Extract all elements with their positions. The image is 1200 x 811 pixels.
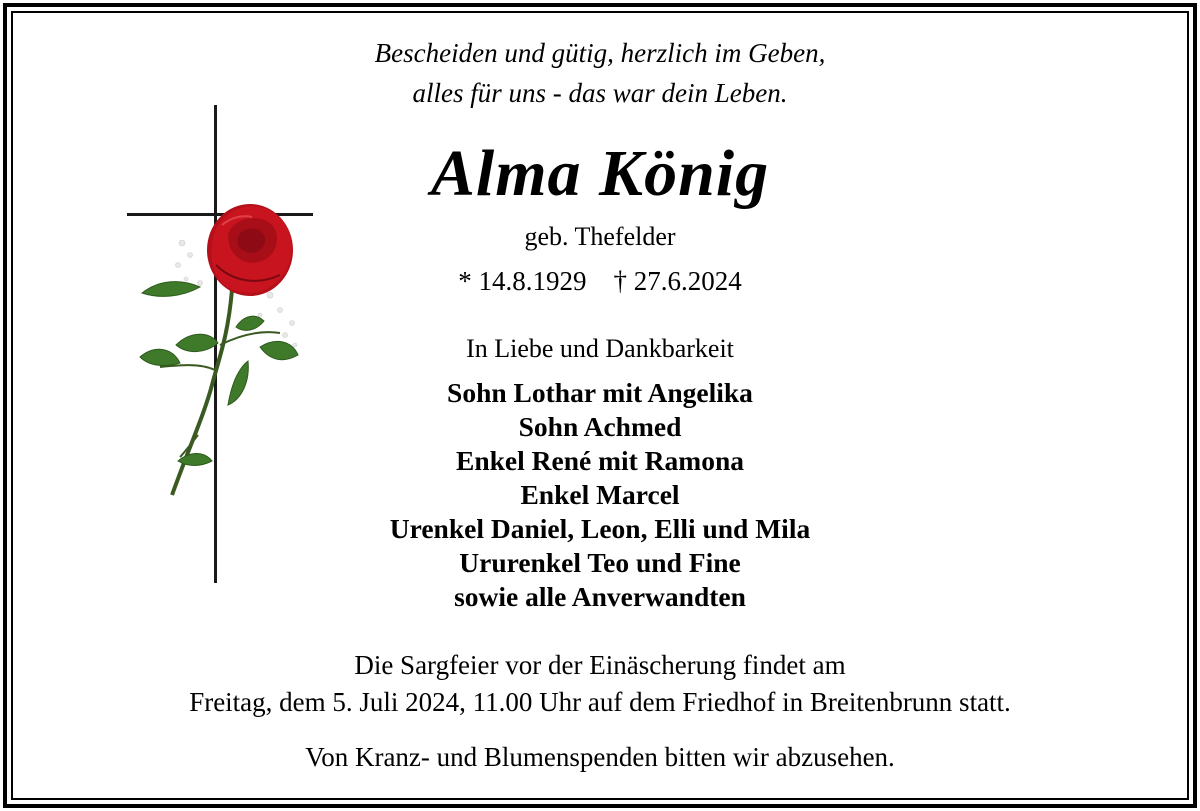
ceremony-line-2: Freitag, dem 5. Juli 2024, 11.00 Uhr auf dem Friedhof in Breitenbrunn statt.	[189, 687, 1011, 717]
motto-line-1: Bescheiden und gütig, herzlich im Geben,	[374, 38, 826, 68]
maiden-name: geb. Thefelder	[524, 222, 676, 251]
ceremony-line-1: Die Sargfeier vor der Einäscherung findet am	[354, 650, 846, 680]
family-member: Enkel René mit Ramona	[456, 445, 744, 476]
family-member: sowie alle Anverwandten	[454, 581, 746, 612]
deceased-name: Alma König	[430, 137, 770, 210]
motto-line-2: alles für uns - das war dein Leben.	[412, 78, 788, 108]
intro-text: In Liebe und Dankbarkeit	[466, 334, 734, 363]
family-member: Sohn Lothar mit Angelika	[447, 377, 753, 408]
life-dates: * 14.8.1929 † 27.6.2024	[458, 266, 742, 296]
family-member: Sohn Achmed	[518, 411, 682, 442]
family-member: Ururenkel Teo und Fine	[459, 547, 741, 578]
flowers-note: Von Kranz- und Blumenspenden bitten wir abzusehen.	[305, 742, 895, 772]
family-member: Urenkel Daniel, Leon, Elli und Mila	[389, 513, 811, 544]
family-member: Enkel Marcel	[520, 479, 680, 510]
